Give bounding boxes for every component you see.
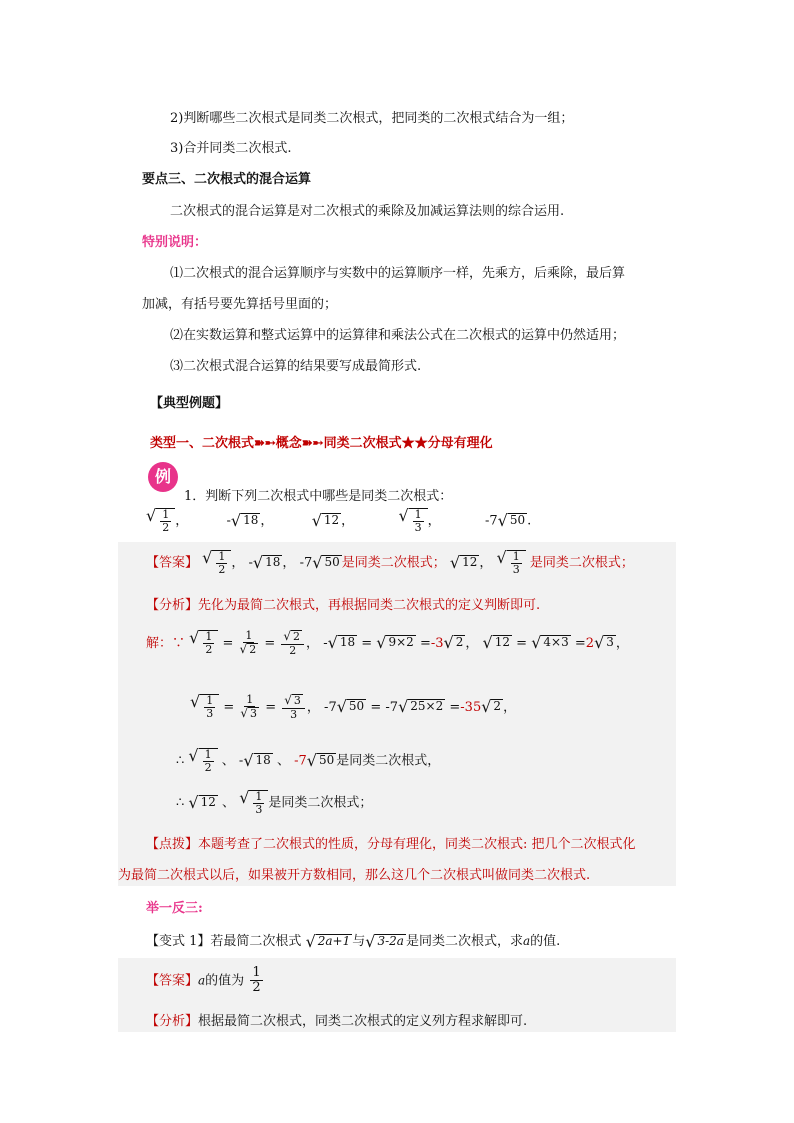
variant-analysis-line: 【分析】根据最简二次根式，同类二次根式的定义列方程求解即可. xyxy=(146,1014,528,1029)
examples-title: 【典型例题】 xyxy=(150,396,229,411)
note-1b: 加减，有括号要先算括号里面的； xyxy=(142,297,338,312)
radical-half: √ $\frac{1}{2}$ xyxy=(146,508,175,534)
analysis-line: 【分析】先化为最简二次根式，再根据同类二次根式的定义判断即可. xyxy=(146,598,541,613)
therefore-line-2: ∴ √ 12 、 √ $\frac{1}{3}$ 是同类二次根式； xyxy=(176,788,373,817)
radicals-row: √ $\frac{1}{2}$ ， - √ 18 ， √ 12 ， √ $\frac{1}{3}$ ， -7 √ 50 . xyxy=(146,506,532,535)
variant-answer-line: 【答案】a的值为 $\frac{1}{2}$ xyxy=(146,965,261,996)
type1-title: 类型一、二次根式➽➸概念➽➸同类二次根式★★分母有理化 xyxy=(150,436,493,451)
solution-line-1: 解：∵ √ $\frac{1}{2}$ = 1 √ 2 = √ 2 2 ， - √ 18 = √ 9×2 =-3 √ 2 ， √ 12 = √ 4×3 =2 √ 3 ， xyxy=(146,628,629,657)
example-badge-icon: 例 xyxy=(148,462,178,492)
note-2: ⑵在实数运算和整式运算中的运算律和乘法公式在二次根式的运算中仍然适用； xyxy=(170,328,626,343)
note-1a: ⑴二次根式的混合运算顺序与实数中的运算顺序一样，先乘方，后乘除，最后算 xyxy=(170,266,626,281)
therefore-line-1: ∴ √ $\frac{1}{2}$ 、 - √ 18 、 -7 √ 50 是同类二次根式， xyxy=(176,746,441,775)
section-text: 二次根式的混合运算是对二次根式的乘除及加减运算法则的综合运用. xyxy=(170,204,565,219)
answer-line: 【答案】 √ $\frac{1}{2}$ ， - √ 18 ， -7 √ 50 是同类二次根式； √ 12 ， √ $\frac{1}{3}$ 是同类二次根式； xyxy=(146,548,634,577)
practice-title: 举一反三: xyxy=(146,901,203,916)
step2-line: 2)判断哪些二次根式是同类二次根式，把同类的二次根式结合为一组； xyxy=(170,111,574,126)
variant-line: 【变式 1】若最简二次根式 √ 2a+1 与 √ 3-2a 是同类二次根式，求a的值. xyxy=(146,931,561,951)
tip-line-a: 【点拨】本题考查了二次根式的性质，分母有理化，同类二次根式: 把几个二次根式化 xyxy=(146,837,636,852)
tip-line-b: 为最简二次根式以后，如果被开方数相同，那么这几个二次根式叫做同类二次根式. xyxy=(118,868,591,883)
special-note-title: 特别说明： xyxy=(142,235,208,250)
section-title: 要点三、二次根式的混合运算 xyxy=(142,172,312,187)
step3-line: 3)合并同类二次根式. xyxy=(170,141,292,156)
question-1: 1．判断下列二次根式中哪些是同类二次根式： xyxy=(184,489,453,504)
solution-line-2: √ $\frac{1}{3}$ = 1 √ 3 = √ 3 3 ， -7 √ 50 = -7 √ 25×2 =-35 √ 2 ， xyxy=(190,692,517,721)
note-3: ⑶二次根式混合运算的结果要写成最简形式. xyxy=(170,359,422,374)
